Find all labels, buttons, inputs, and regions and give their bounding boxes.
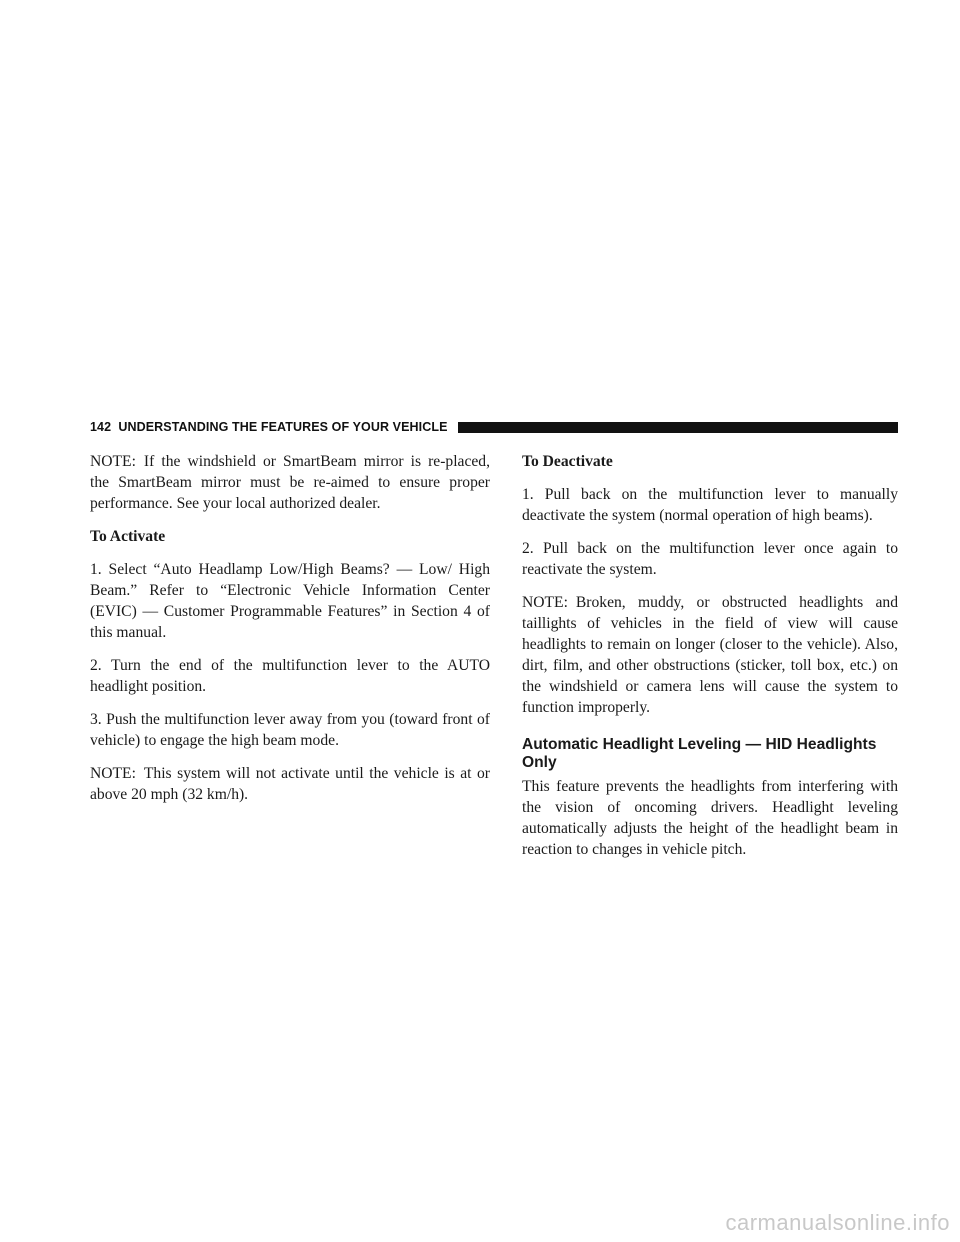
deactivate-step-2: 2. Pull back on the multifunction lever once again to reactivate the system. xyxy=(522,540,898,578)
header-text xyxy=(90,420,458,434)
note-label: NOTE: xyxy=(90,453,136,470)
watermark-link[interactable]: carmanualsonline.info xyxy=(725,1210,950,1235)
activate-step-3: 3. Push the multifunction lever away from you (toward front of vehicle) to engage the high beam mode. xyxy=(90,711,490,749)
note-text: If the windshield or SmartBeam mirror is re-placed, the SmartBeam mirror must be re-aimed to ensure proper performance. See your local authorized dealer. xyxy=(90,453,490,512)
deactivate-heading: To Deactivate xyxy=(522,453,613,470)
page-number: 142 xyxy=(90,420,112,434)
note-label: NOTE: xyxy=(522,594,568,611)
activate-step-1: 1. Select “Auto Headlamp Low/High Beams? — Low/ High Beam.” Refer to “Electronic Vehicle Information Center (EVIC) — Customer Programmable Features” in Section 4 of this manual. xyxy=(90,561,490,641)
note-paragraph xyxy=(522,592,898,718)
deactivate-step-1: 1. Pull back on the multifunction lever to manually deactivate the system (normal operation of high beams). xyxy=(522,486,898,524)
chapter-title: UNDERSTANDING THE FEATURES OF YOUR VEHICLE xyxy=(118,420,448,434)
activate-heading: To Activate xyxy=(90,528,166,545)
section-heading: Automatic Headlight Leveling — HID Headlights Only xyxy=(522,736,877,771)
page-header xyxy=(90,418,898,436)
note-paragraph xyxy=(90,763,490,805)
right-column xyxy=(522,451,898,872)
header-rule xyxy=(458,422,898,433)
note-paragraph xyxy=(90,451,490,514)
note-label: NOTE: xyxy=(90,765,136,782)
note-text: This system will not activate until the vehicle is at or above 20 mph (32 km/h). xyxy=(90,765,490,803)
left-column xyxy=(90,451,490,817)
note-text: Broken, muddy, or obstructed headlights and taillights of vehicles in the field of view will cause headlights to remain on longer (closer to the vehicle). Also, dirt, film, and other obstructions (sticker, toll box, etc.) on the windshield or camera lens will cause the system to function improperly. xyxy=(522,594,898,716)
section-body: This feature prevents the headlights from interfering with the vision of oncoming drivers. Headlight leveling automatically adjusts the height of the headlight beam in reaction to changes in vehicle pitch. xyxy=(522,778,898,858)
activate-step-2: 2. Turn the end of the multifunction lever to the AUTO headlight position. xyxy=(90,657,490,695)
